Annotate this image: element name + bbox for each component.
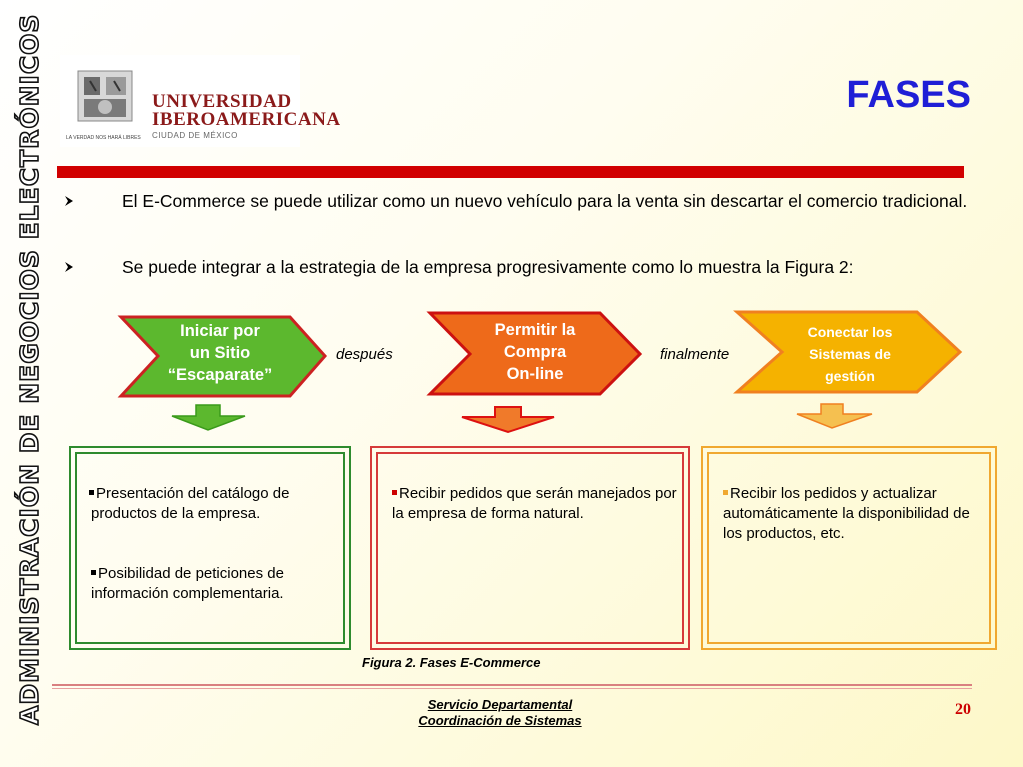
connector-label: finalmente xyxy=(660,346,730,363)
phase-2-line3: On-line xyxy=(506,365,564,383)
phase-1-line3: “Escaparate” xyxy=(167,366,273,384)
logo-line2: IBEROAMERICANA xyxy=(152,109,341,130)
footer-line2: Coordinación de Sistemas xyxy=(418,713,582,728)
phase-1-box xyxy=(69,446,351,650)
footer-divider xyxy=(52,684,972,686)
phase-1-down-arrow xyxy=(172,405,245,430)
footer-line1: Servicio Departamental xyxy=(427,697,573,712)
side-title: ADMINISTRACIÓN DE NEGOCIOS ELECTRÓNICOS xyxy=(15,13,44,725)
square-bullet-icon xyxy=(89,490,94,495)
phase-3-line1: Conectar los xyxy=(807,324,893,340)
square-bullet-icon xyxy=(723,490,728,495)
phase-2-down-arrow xyxy=(462,407,554,432)
phase-3-label xyxy=(780,321,920,387)
phase-1-line2: un Sitio xyxy=(189,344,251,362)
page-title: FASES xyxy=(846,74,971,116)
bullet-text: Se puede integrar a la estrategia de la empresa progresivamente como lo muestra la Figura 2: xyxy=(122,257,854,277)
phase-2-label xyxy=(465,319,605,385)
footer xyxy=(390,697,610,729)
box-item: Recibir pedidos que serán manejados por la empresa de forma natural. xyxy=(392,485,677,522)
logo-motto: LA VERDAD NOS HARÁ LIBRES xyxy=(66,135,141,141)
phase-2-box xyxy=(370,446,690,650)
square-bullet-icon xyxy=(392,490,397,495)
footer-divider xyxy=(52,688,972,689)
phase-2-line2: Compra xyxy=(503,343,567,361)
phase-1-label xyxy=(150,320,290,386)
box-item: Posibilidad de peticiones de información complementaria. xyxy=(91,565,284,602)
square-bullet-icon xyxy=(91,570,96,575)
phase-3-line3: gestión xyxy=(825,368,875,384)
phase-3-line2: Sistemas de xyxy=(809,346,891,362)
phase-3-box xyxy=(701,446,997,650)
bullet-text: El E-Commerce se puede utilizar como un nuevo vehículo para la venta sin descartar el comercio tradicional. xyxy=(122,191,968,211)
phase-1-line1: Iniciar por xyxy=(180,322,260,340)
box-item: Presentación del catálogo de productos de la empresa. xyxy=(91,485,290,522)
page-number: 20 xyxy=(955,701,971,718)
logo-city: CIUDAD DE MÉXICO xyxy=(152,131,238,140)
phase-2-line1: Permitir la xyxy=(494,321,576,339)
figure-caption: Figura 2. Fases E-Commerce xyxy=(362,655,541,670)
box-item: Recibir los pedidos y actualizar automáticamente la disponibilidad de los productos, etc. xyxy=(723,485,970,542)
phase-3-down-arrow xyxy=(797,404,872,428)
connector-label: después xyxy=(336,346,393,363)
logo-line1: UNIVERSIDAD xyxy=(152,91,292,112)
